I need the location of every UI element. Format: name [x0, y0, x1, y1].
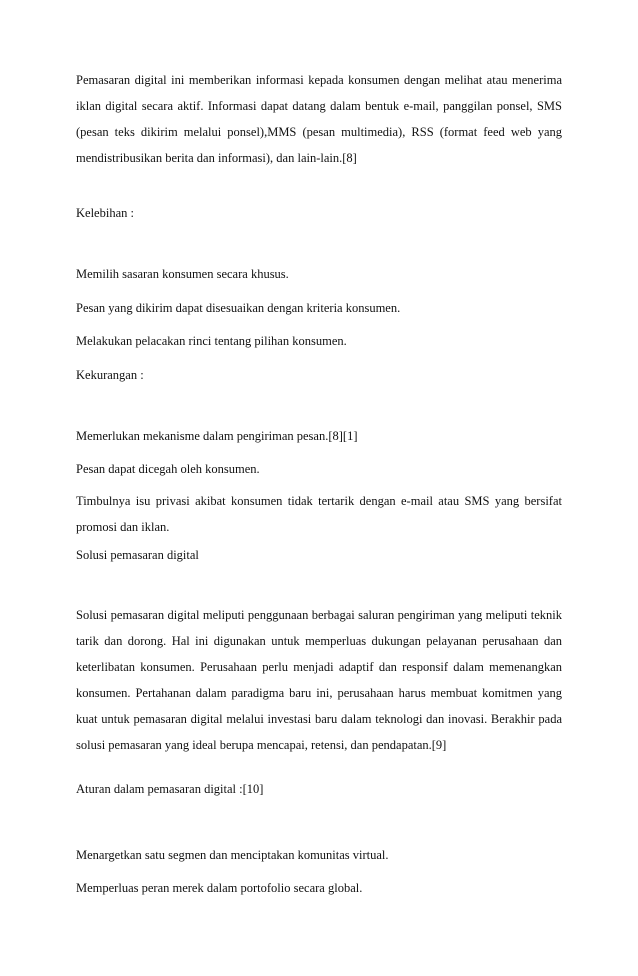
kelebihan-heading: Kelebihan : [76, 206, 134, 220]
kelebihan-item-1: Memilih sasaran konsumen secara khusus. [76, 267, 289, 281]
kekurangan-item-1: Memerlukan mekanisme dalam pengiriman pesan.[8][1] [76, 429, 358, 443]
aturan-heading: Aturan dalam pemasaran digital :[10] [76, 782, 264, 796]
aturan-item-2: Memperluas peran merek dalam portofolio secara global. [76, 881, 363, 895]
aturan-item-1: Menargetkan satu segmen dan menciptakan komunitas virtual. [76, 848, 389, 862]
kelebihan-item-2: Pesan yang dikirim dapat disesuaikan dengan kriteria konsumen. [76, 301, 401, 315]
solusi-paragraph: Solusi pemasaran digital meliputi penggunaan berbagai saluran pengiriman yang meliputi teknik tarik dan dorong. Hal ini digunakan untuk memperluas dukungan pelayanan perusahaan dan keterlibatan konsumen. Perusahaan perlu menjadi adaptif dan responsif dalam memenangkan konsumen. Pertahanan dalam paradigma baru ini, perusahaan harus membuat komitmen yang kuat untuk pemasaran digital melalui investasi baru dalam teknologi dan inovasi. Berakhir pada solusi pemasaran yang ideal berupa mencapai, retensi, dan pendapatan.[9] [76, 608, 562, 752]
kekurangan-item-2: Pesan dapat dicegah oleh konsumen. [76, 462, 260, 476]
kekurangan-heading: Kekurangan : [76, 368, 144, 382]
solusi-heading: Solusi pemasaran digital [76, 548, 199, 562]
kelebihan-item-3: Melakukan pelacakan rinci tentang pilihan konsumen. [76, 334, 347, 348]
kekurangan-item-3: Timbulnya isu privasi akibat konsumen tidak tertarik dengan e-mail atau SMS yang bersifat promosi dan iklan. [76, 494, 562, 534]
intro-paragraph: Pemasaran digital ini memberikan informasi kepada konsumen dengan melihat atau menerima iklan digital secara aktif. Informasi dapat datang dalam bentuk e-mail, panggilan ponsel, SMS (pesan teks dikirim melalui ponsel),MMS (pesan multimedia), RSS (format feed web yang mendistribusikan berita dan informasi), dan lain-lain.[8] [76, 73, 562, 165]
